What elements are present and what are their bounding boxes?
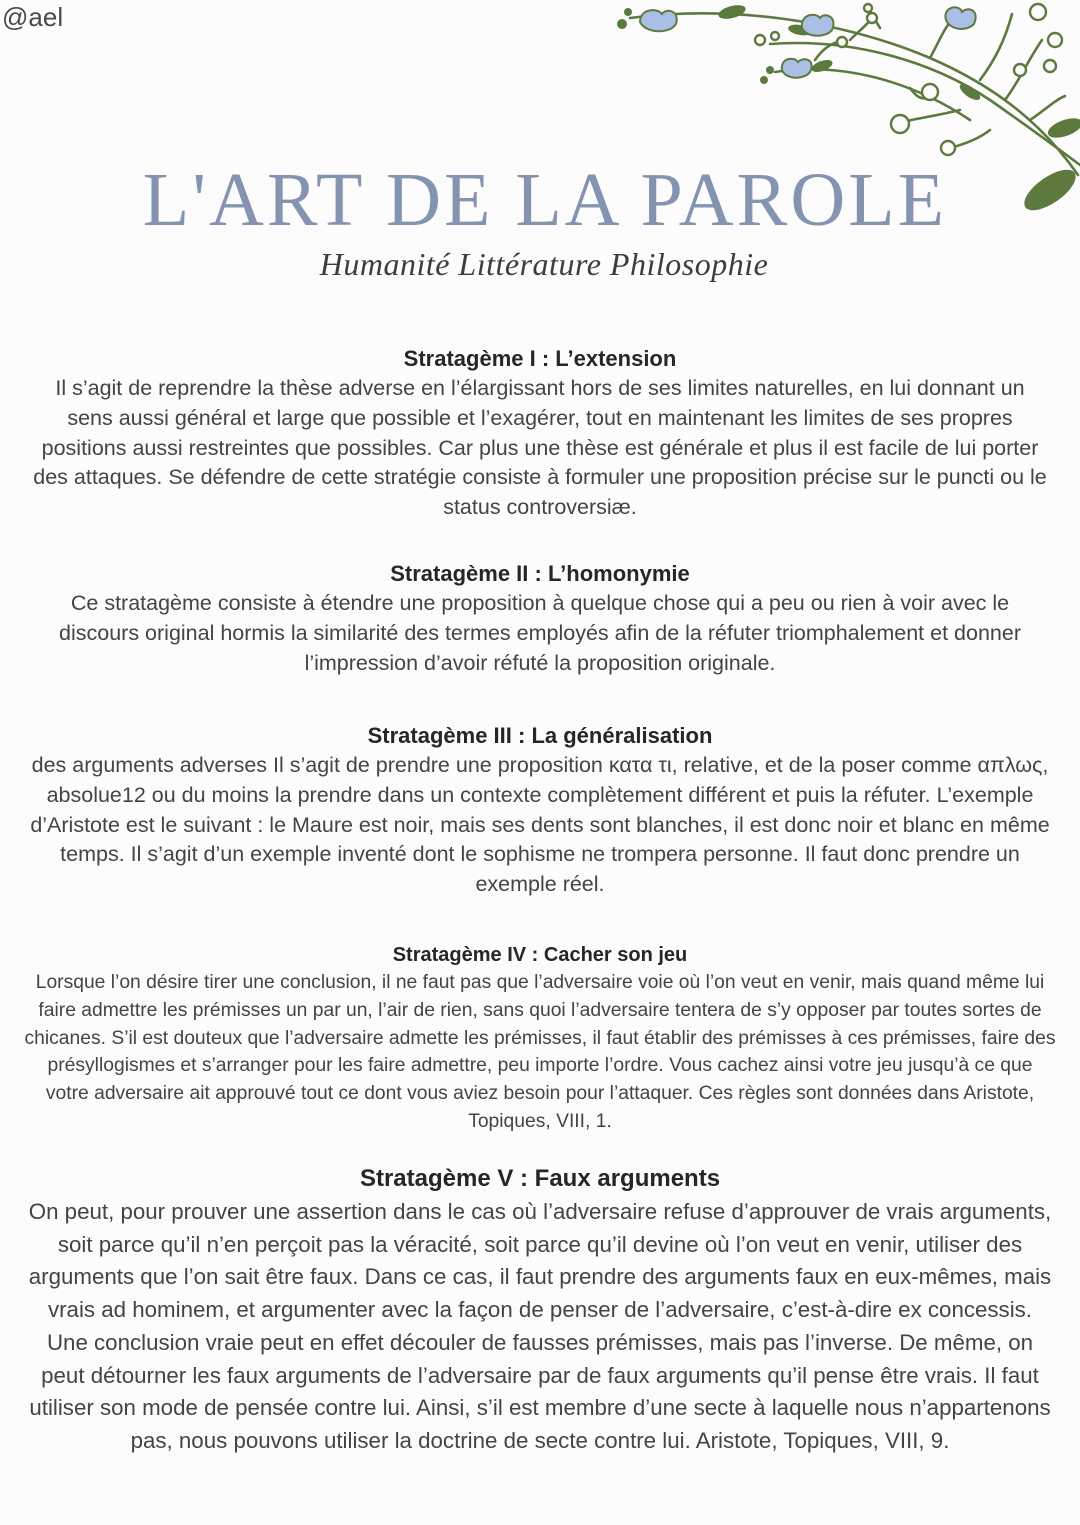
page-subtitle: Humanité Littérature Philosophie: [319, 246, 769, 282]
section-heading: Stratagème V : Faux arguments: [359, 1165, 721, 1192]
stratageme-section: [24, 941, 1056, 1136]
section-heading: Stratagème II : L’homonymie: [390, 561, 690, 586]
section-heading: Stratagème IV : Cacher son jeu: [392, 944, 688, 966]
author-handle: @ael: [2, 2, 64, 32]
stratageme-section: [30, 559, 1050, 678]
stratageme-section: [26, 1162, 1054, 1458]
section-body: Il s’agit de reprendre la thèse adverse en l’élargissant hors de ses limites naturelles, en lui donnant un sens aussi général et large que possible et l’exagérer, tout en maintenant les limites de ses propres positions aussi restreintes que possibles. Car plus une thèse est générale et plus il est facile de lui porter des attaques. Se défendre de cette stratégie consiste à formuler une proposition précise sur le puncti ou le status controversiæ.: [33, 376, 1047, 520]
section-body: On peut, pour prouver une assertion dans le cas où l’adversaire refuse d’approuver de vrais arguments, soit parce qu’il n’en perçoit pas la véracité, soit parce qu’il devine où l’on veut en venir, utiliser des arguments que l’on sait être faux. Dans ce cas, il faut prendre des arguments faux en eux-mêmes, mais vrais ad hominem, et argumenter avec la façon de penser de l’adversaire, c’est-à-dire ex concessis. Une conclusion vraie peut en effet découler de fausses prémisses, mais pas l’inverse. De même, on peut détourner les faux arguments de l’adversaire par de faux arguments qu’il pense être vrais. Il faut utiliser son mode de pensée contre lui. Ainsi, s’il est membre d’une secte à laquelle nous n’appartenons pas, nous pouvons utiliser la doctrine de secte contre lui. Aristote, Topiques, VIII, 9.: [28, 1199, 1052, 1453]
stratageme-section: [30, 721, 1050, 900]
section-heading: Stratagème III : La généralisation: [367, 723, 713, 748]
section-body: Ce stratagème consiste à étendre une proposition à quelque chose qui a peu ou rien à voir avec le discours original hormis la similarité des termes employés afin de la réfuter triomphalement et donner l’impression d’avoir réfuté la proposition originale.: [59, 591, 1021, 675]
stratageme-section: [30, 344, 1050, 523]
section-body: Lorsque l’on désire tirer une conclusion, il ne faut pas que l’adversaire voie où l’on veut en venir, mais quand même lui faire admettre les prémisses un par un, l’air de rien, sans quoi l’adversaire tentera de s’y opposer par toutes sortes de chicanes. S’il est douteux que l’adversaire admette les prémisses, il faut établir des prémisses à ces prémisses, faire des présyllogismes et s’arranger pour les faire admettre, peu importe l’ordre. Vous cachez ainsi votre jeu jusqu’à ce que votre adversaire ait approuvé tout ce dont vous aviez besoin pour l’attaquer. Ces règles sont données dans Aristote, Topiques, VIII, 1.: [24, 972, 1056, 1132]
section-heading: Stratagème I : L’extension: [403, 346, 677, 371]
section-body: des arguments adverses Il s’agit de prendre une proposition κατα τι, relative, et de la poser comme απλως, absolue12 ou du moins la prendre dans un contexte complètement différent et puis la réfuter. L’exemple d’Aristote est le suivant : le Maure est noir, mais ses dents sont blanches, il est donc noir et blanc en même temps. Il s’agit d’un exemple inventé dont le sophisme ne trompera personne. Il faut donc prendre un exemple réel.: [30, 753, 1050, 897]
page-title: L'ART DE LA PAROLE: [142, 158, 948, 242]
